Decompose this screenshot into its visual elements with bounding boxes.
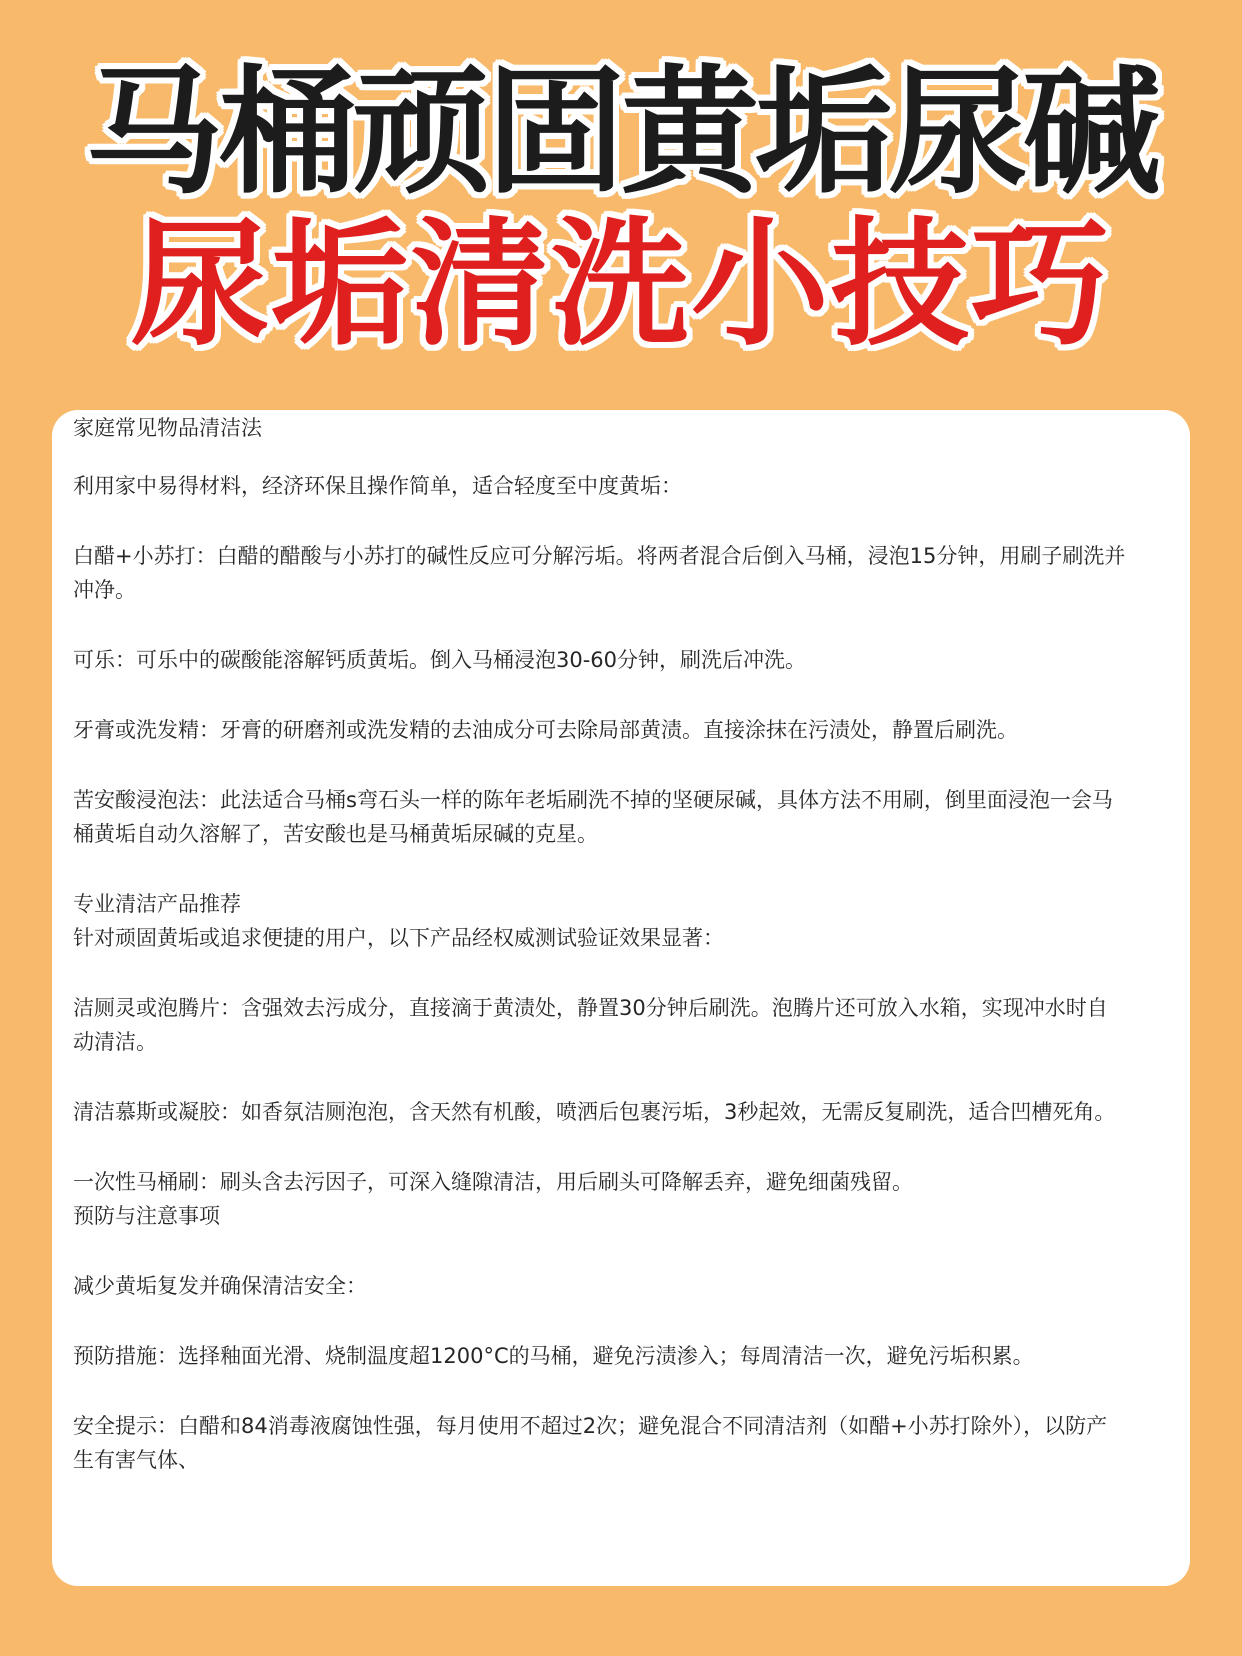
paragraph-prevention-measures: 预防措施：选择釉面光滑、烧制温度超1200°C的马桶，避免污渍渗入；每周清洁一次，避免污垢积累。	[73, 1344, 1034, 1368]
paragraph-cola: 可乐：可乐中的碳酸能溶解钙质黄垢。倒入马桶浸泡30-60分钟，刷洗后冲洗。	[73, 648, 807, 672]
paragraph-cleaner-tablets: 洁厕灵或泡腾片：含强效去污成分，直接滴于黄渍处，静置30分钟后刷洗。泡腾片还可放入水箱，实现冲水时自	[73, 996, 1108, 1020]
paragraph-safety-tips-cont: 生有害气体、	[73, 1448, 199, 1472]
paragraph-mousse-gel: 清洁慕斯或凝胶：如香氛洁厕泡泡，含天然有机酸，喷洒后包裹污垢，3秒起效，无需反复刷洗，适合凹槽死角。	[73, 1100, 1116, 1124]
paragraph-soak-method-cont: 桶黄垢自动久溶解了，苦安酸也是马桶黄垢尿碱的克星。	[73, 822, 598, 846]
paragraph-vinegar-soda-cont: 冲净。	[73, 578, 136, 602]
paragraph-vinegar-soda: 白醋+小苏打：白醋的醋酸与小苏打的碱性反应可分解污垢。将两者混合后倒入马桶，浸泡15分钟，用刷子刷洗并	[73, 544, 1126, 568]
paragraph-cleaner-tablets-cont: 动清洁。	[73, 1030, 157, 1054]
content-card	[52, 410, 1190, 1586]
paragraph-toothpaste: 牙膏或洗发精：牙膏的研磨剂或洗发精的去油成分可去除局部黄渍。直接涂抹在污渍处，静置后刷洗。	[73, 718, 1018, 742]
paragraph-intro-products: 针对顽固黄垢或追求便捷的用户，以下产品经权威测试验证效果显著：	[73, 926, 724, 950]
paragraph-intro-household: 利用家中易得材料，经济环保且操作简单，适合轻度至中度黄垢：	[73, 474, 682, 498]
section-heading-household: 家庭常见物品清洁法	[73, 416, 262, 440]
title-line-1: 马桶顽固黄垢尿碱	[84, 52, 1157, 213]
title-line-2: 尿垢清洗小技巧	[130, 204, 1111, 365]
paragraph-intro-prevention: 减少黄垢复发并确保清洁安全：	[73, 1274, 367, 1298]
section-heading-prevention: 预防与注意事项	[73, 1204, 220, 1228]
section-heading-products: 专业清洁产品推荐	[73, 892, 241, 916]
paragraph-disposable-brush: 一次性马桶刷：刷头含去污因子，可深入缝隙清洁，用后刷头可降解丢弃，避免细菌残留。	[73, 1170, 913, 1194]
paragraph-safety-tips: 安全提示：白醋和84消毒液腐蚀性强，每月使用不超过2次；避免混合不同清洁剂（如醋+小苏打除外），以防产	[73, 1414, 1108, 1438]
paragraph-soak-method: 苦安酸浸泡法：此法适合马桶s弯石头一样的陈年老垢刷洗不掉的坚硬尿碱，具体方法不用刷，倒里面浸泡一会马	[73, 788, 1113, 812]
